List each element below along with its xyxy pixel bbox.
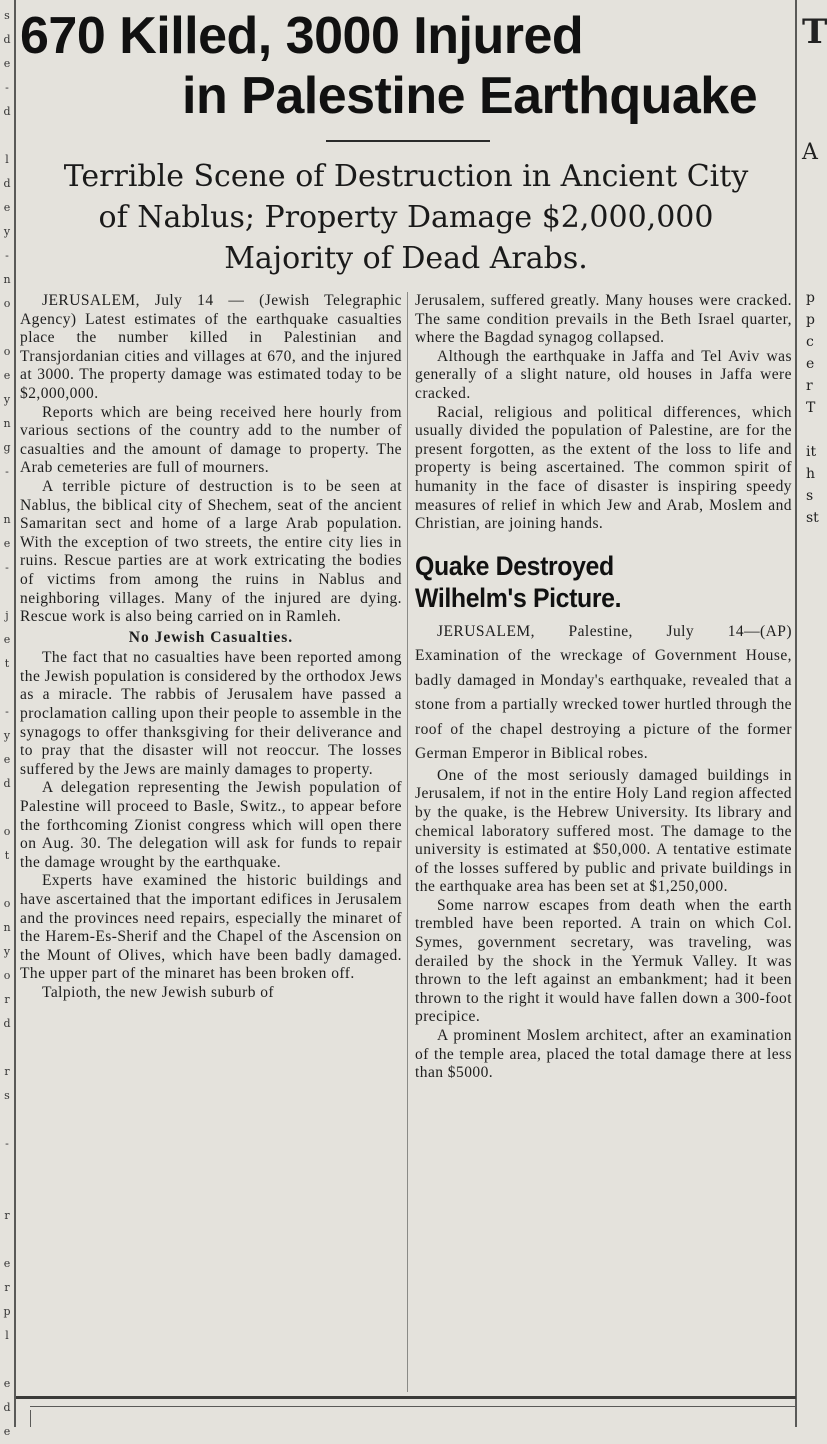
left-margin-fragment: o (3, 969, 11, 982)
left-margin-fragment: e (3, 369, 11, 382)
left-margin-fragment (0, 796, 14, 820)
right-margin-fragment: h (806, 466, 816, 482)
left-margin-fragment: - (5, 1137, 9, 1150)
left-margin-fragment: r (4, 1065, 10, 1078)
left-margin-fragment (0, 676, 14, 700)
left-margin-fragment (0, 1036, 14, 1060)
article-column-2 (415, 292, 792, 1083)
deck-line-3: Majority of Dead Arabs. (224, 241, 588, 276)
right-margin-fragment: s (806, 488, 814, 504)
left-margin-fragment: e (3, 1425, 11, 1438)
article-paragraph: JERUSALEM, July 14 — (Jewish Telegraphic Agency) Latest estimates of the earthquake casualties place the number killed in Palestinian and Transjordanian cities and villages at 670, and the injured at 3000. The property damage was estimated today to be $2,000,000. (20, 292, 402, 402)
bottom-rule (16, 1396, 796, 1399)
right-margin-fragment: p (806, 290, 815, 306)
column-divider (407, 292, 408, 1392)
right-margin-title-fragment: T (802, 12, 827, 52)
article-paragraph: Talpioth, the new Jewish suburb of (42, 983, 275, 1001)
left-margin-fragment: s (4, 1089, 10, 1102)
left-margin-fragment: d (3, 177, 11, 190)
left-margin-fragment: l (5, 1329, 9, 1342)
secondary-headline (415, 550, 762, 614)
left-margin-fragment: d (3, 105, 11, 118)
left-margin-fragment (0, 484, 14, 508)
left-margin-fragment: n (3, 921, 11, 934)
left-margin-fragment: t (4, 849, 10, 862)
left-margin-fragment (0, 1108, 14, 1132)
headline-line-1: 670 Killed, 3000 Injured (20, 7, 584, 65)
left-margin-fragment: r (4, 993, 10, 1006)
article-paragraph: A prominent Moslem architect, after an examination of the temple area, placed the total damage there at less than $5000. (415, 1027, 792, 1082)
right-margin-fragment: c (806, 334, 814, 350)
headline-divider (326, 140, 490, 142)
article-paragraph: A terrible picture of destruction is to be seen at Nablus, the biblical city of Shechem, seat of the ancient Samaritan sect and home of a large Arab population. With the exception of two streets, the entire city lies in ruins. Rescue parties are at work extricating the bodies of victims from among the ruins in Nablus and neighboring villages. Many of the injured are dying. Rescue work is also being carried on in Ramleh. (20, 477, 402, 626)
article-headline (20, 6, 790, 126)
left-margin-fragment: p (3, 1305, 11, 1318)
left-margin-fragment (0, 316, 14, 340)
left-margin-fragment: d (3, 1017, 11, 1030)
article-paragraph: JERUSALEM, Palestine, July 14—(AP) Examination of the wreckage of Government House, badly damaged in Monday's earthquake, revealed that a stone from a partially wrecked tower hurtled through the roof of the chapel destroying a picture of the former German Emperor in Biblical robes. (415, 622, 792, 763)
left-margin-fragment (0, 1228, 14, 1252)
left-margin-fragment: - (5, 249, 9, 262)
left-margin-fragment: g (3, 441, 11, 454)
left-margin-fragment (0, 868, 14, 892)
left-margin-fragment: y (3, 225, 11, 238)
left-margin-fragment: n (3, 273, 11, 286)
left-margin-fragment: e (3, 57, 11, 70)
left-margin-fragment: t (4, 657, 10, 670)
article-column-1 (20, 292, 402, 1003)
headline-line-2: in Palestine Earthquake (182, 67, 758, 125)
right-margin-fragments (800, 0, 827, 1427)
left-margin-fragment: - (5, 561, 9, 574)
left-margin-fragment: e (3, 537, 11, 550)
left-margin-fragment (0, 1180, 14, 1204)
left-margin-fragment: o (3, 897, 11, 910)
column-2-continuation (415, 292, 792, 534)
section-subhead: No Jewish Casualties. (128, 628, 294, 646)
left-margin-fragment: o (3, 297, 11, 310)
left-margin-fragment (0, 1156, 14, 1180)
article-paragraph: Although the earthquake in Jaffa and Tel Aviv was generally of a slight nature, old houses in Jaffa were cracked. (415, 347, 792, 402)
right-margin-fragment: st (806, 510, 819, 526)
left-margin-fragment: r (4, 1281, 10, 1294)
left-margin-fragment: e (3, 1257, 11, 1270)
left-margin-fragment: s (4, 9, 10, 22)
article-paragraph: Jerusalem, suffered greatly. Many houses were cracked. The same condition prevails in the Beth Israel quarter, where the Bagdad synagog collapsed. (415, 292, 792, 347)
left-margin-fragment: y (3, 729, 11, 742)
left-margin-fragment (0, 580, 14, 604)
right-margin-subtitle-fragment: A (802, 140, 818, 165)
left-margin-fragment: e (3, 1377, 11, 1390)
secondary-headline-line-1: Quake Destroyed (415, 550, 614, 581)
left-margin-fragment: n (3, 513, 11, 526)
left-margin-fragment: n (3, 417, 11, 430)
left-margin-fragment: d (3, 33, 11, 46)
right-margin-fragment: e (806, 356, 815, 372)
left-margin-fragment (0, 1348, 14, 1372)
left-margin-fragment: y (3, 393, 11, 406)
article-paragraph: Some narrow escapes from death when the earth trembled have been reported. A train on which Col. Symes, government secretary, was traveling, was derailed by the shock in the Yermuk Valley. It was thrown to the left against an embankment; had it been thrown to the right it would have fallen down a 300-foot precipice. (415, 896, 792, 1026)
left-margin-fragment: d (3, 777, 11, 790)
right-margin-fragment: r (806, 378, 813, 394)
next-article-box (30, 1410, 797, 1427)
next-article-top-rule (30, 1406, 796, 1407)
article-paragraph: Experts have examined the historic buildings and have ascertained that the important edifices in Jerusalem and the provinces need repairs, especially the minaret of the Harem-Es-Sherif and the Chapel of the Ascension on the Mount of Olives, which have been badly damaged. The upper part of the minaret has been broken off. (20, 872, 402, 983)
right-column-rule (795, 0, 797, 1427)
article-paragraph: Racial, religious and political differences, which usually divided the population of Palestine, are for the present forgotten, as the extent of the loss to life and property is being ascertained. The common spirit of humanity in the face of disaster is inspiring speedy measures of relief in which Jew and Arab, Moslem and Christian, are joining hands. (415, 403, 792, 533)
left-margin-fragment: o (3, 345, 11, 358)
article-paragraph: One of the most seriously damaged buildings in Jerusalem, if not in the entire Holy Land region affected by the quake, is the Hebrew University. Its library and chemical laboratory suffered most. The damage to the university is estimated at $50,000. A tentative estimate of the losses suffered by public and private buildings in the earthquake area has been set at $1,250,000. (415, 766, 792, 896)
left-margin-fragment: e (3, 201, 11, 214)
left-margin-fragment: y (3, 945, 11, 958)
left-margin-fragment: e (3, 753, 11, 766)
secondary-headline-line-2: Wilhelm's Picture. (415, 582, 622, 613)
left-margin-fragment: - (5, 465, 9, 478)
right-margin-fragment: T (806, 400, 816, 416)
article-paragraph: A delegation representing the Jewish population of Palestine will proceed to Basle, Switz., to appear before the forthcoming Zionist congress which will open there on Aug. 30. The delegation will ask for funds to repair the damage wrought by the earthquake. (20, 779, 402, 871)
left-margin-fragment: d (3, 1401, 11, 1414)
left-margin-fragment: - (5, 81, 9, 94)
article-paragraph: The fact that no casualties have been reported among the Jewish population is considered by the orthodox Jews as a miracle. The rabbis of Jerusalem have passed a proclamation calling upon their people to assemble in the synagogs to offer thanksgiving for their deliverance and to pray that the disaster will not reoccur. The losses suffered by the Jews are mainly damages to property. (20, 649, 402, 778)
right-margin-fragment: it (806, 444, 817, 460)
left-margin-fragment: r (4, 1209, 10, 1222)
article-paragraph: Reports which are being received here hourly from various sections of the country add to the number of casualties and the amount of damage to property. The Arab cemeteries are full of mourners. (20, 403, 402, 477)
deck-line-2: of Nablus; Property Damage $2,000,000 (98, 200, 714, 235)
left-margin-fragment: l (5, 153, 9, 166)
left-margin-fragments (0, 0, 14, 1438)
article-deck (20, 156, 792, 279)
left-margin-fragment: - (5, 705, 9, 718)
right-margin-fragment: p (806, 312, 815, 328)
left-margin-fragment: e (3, 633, 11, 646)
secondary-article-body (415, 620, 792, 1083)
left-margin-fragment (0, 124, 14, 148)
left-margin-fragment: j (5, 609, 9, 622)
left-margin-fragment: o (3, 825, 11, 838)
deck-line-1: Terrible Scene of Destruction in Ancient City (63, 159, 749, 194)
left-column-rule (14, 0, 16, 1427)
